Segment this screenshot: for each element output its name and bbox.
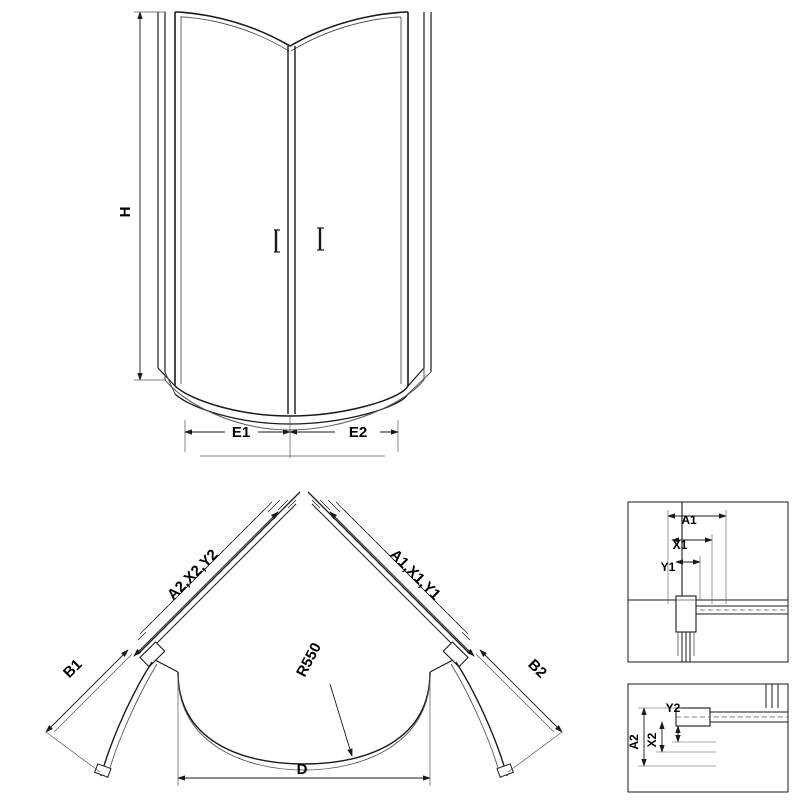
label-detail1-y1: Y1: [660, 560, 676, 574]
label-detail1-a1: A1: [681, 513, 697, 527]
view-plan: [46, 492, 562, 786]
label-b2: B2: [524, 656, 550, 682]
label-b1: B1: [60, 656, 86, 682]
label-panel-e2: E2: [348, 424, 368, 441]
label-height: H: [117, 206, 134, 218]
label-a2x2y2: A2,X2,Y2: [164, 546, 222, 604]
label-a1x1y1: A1,X1,Y1: [386, 546, 444, 604]
label-detail2-x2: X2: [645, 732, 659, 748]
label-detail2-a2: A2: [627, 734, 641, 750]
label-radius: R550: [293, 640, 325, 680]
label-detail2-y2: Y2: [665, 701, 681, 715]
view-elevation: [134, 12, 431, 458]
label-panel-e1: E1: [231, 424, 251, 441]
label-detail1-x1: X1: [672, 538, 688, 552]
view-detail-top: [628, 502, 788, 662]
label-width-d: D: [296, 761, 308, 778]
